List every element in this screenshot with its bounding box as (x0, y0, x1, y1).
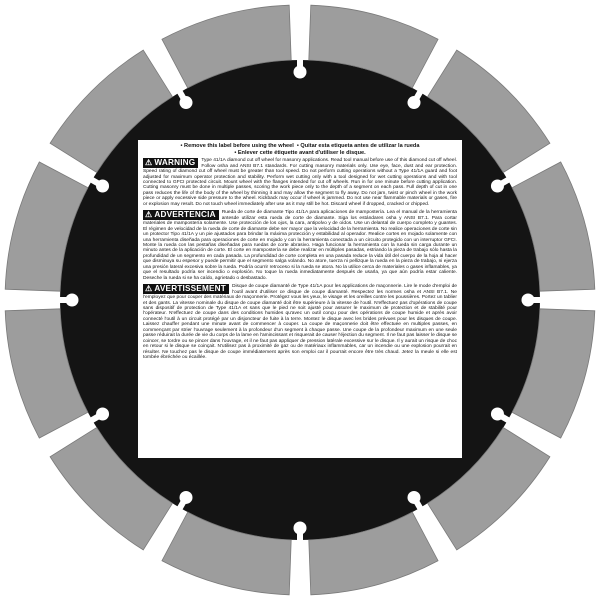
warning-triangle-icon: ⚠ (145, 284, 153, 294)
gullet-hole (294, 66, 307, 79)
gullet-hole (408, 491, 421, 504)
gullet-hole (408, 96, 421, 109)
header-remove-en: • Remove this label before using the wheel (180, 143, 294, 149)
warning-text-fr: Disque de coupe diamanté de Type 41/1A pour les applications de maçonnerie. Lire le mode d'emploi de l'outil avant d'utiliser ce disque de coupe diamanté. Respectez les normes osha et ANSI B7.1. Ne l'employez que pour couper des matériaux de maçonnerie. Protégez vous les yeux, le visage et les oreilles contre les poussières. Portez un tablier et des gants. La vitesse nominale du disque de coupe diamanté doit être supérieure à la vitesse de l'outil. N'effectuez pas d'opérations de coupe sans dispositif de protection de Type 41/1A et sans que le pied ne soit ajusté pour assurer le maximum de protection et de stabilité pour l'opérateur. N'effectuez de coupe dans des conditions humides qu'avec un outil conçu pour des opérations de coupe humide et après avoir connecté l'outil à un circuit protégé par un disjoncteur de fuite à la terre. Montez le disque avec les brides prévues pour les disques de coupe. Laissez chauffer pendant une minute avant de commencer à couper. La coupe de maçonnerie doit être effectuée en multiples passes, en commençant par strier l'ouvrage seulement à la profondeur d'un segment à chaque passe. Une coupe de la profondeur maximum en une seule passe réduirait la durée de vie du corps de la lame en l'amincissant et risquerait de causer l'éjection du segment. Il ne faut pas laisser le disque se coincer, se tordre ou se pincer dans l'ouvrage, et il ne faut pas appliquer de pression latérale excessive sur le disque. Il y aurait un risque de choc en retour si le disque se coinçait. N'utilisez pas à proximité de gaz ou de matériaux inflammables, car un incendie ou une explosion pourrait en résulter. Ne touchez pas le disque de coupe immédiatement après son emploi car il pourrait encore être très chaud. Jetez la meule si elle est tombée ébréchée ou écaillée. (143, 284, 457, 361)
warning-block-es (143, 210, 457, 281)
gullet-hole (491, 408, 504, 421)
gullet-hole (180, 491, 193, 504)
gullet-hole (96, 408, 109, 421)
gullet-hole (180, 96, 193, 109)
warning-triangle-icon: ⚠ (145, 158, 153, 168)
advertencia-badge (143, 210, 219, 220)
advertencia-badge-text: ADVERTENCIA (154, 210, 216, 220)
gullet-hole (522, 294, 535, 307)
header-remove-fr: • Enlever cette étiquette avant d'utiliser le disque. (234, 149, 366, 156)
gullet-hole (294, 522, 307, 535)
gullet-hole (66, 294, 79, 307)
warning-block-fr (143, 284, 457, 360)
warning-triangle-icon: ⚠ (145, 210, 153, 220)
gullet-hole (96, 180, 109, 193)
safety-label (138, 140, 462, 458)
label-header (143, 143, 457, 156)
avertissement-badge-text: AVERTISSEMENT (154, 284, 226, 294)
header-remove-es: • Quitar esta etiqueta antes de utilizar la rueda (296, 143, 420, 149)
warning-text-es: Rueda de corte de diamante Tipo 41/1A para aplicaciones de mampostería. Lea el manual de la herramienta antesde utilizar esta rueda de corte de diamante. Siga los estándares osha y ANSI B7.1. Para cortar materiales de mampostería solamente. Use protección de los ojos, la cara, antipolvo y de oídos. Use un delantal de cuerpo completo y guantes. El régimen de velocidad de la rueda de corte de diamante debe ser mayor que la velocidad de la herramienta. No realice operaciones de corte sin un protector Tipo 41/1A y un pie ajustados para brindar la máxima protección y estabilidad al operador. Realice cortes en mojado solamente con una herramienta diseñada para operaciones de corte en mojado y con la herramienta conectada a un circuito protegido con un interruptor GFCI. Monte la rueda con las pestañas diseñadas para ruedas de corte abrasivo. Haga funcionar la herramienta con la rueda sin carga durante un minuto antes de la aplicación de corte. El corte en mampostería se debe realizar en múltiples pasadas, estriando la pieza de trabajo sólo hasta la profundidad de un segmento en cada pasada. La profundidad de corte completa en una pasada reduce la vida útil del cuerpo de la hoja al hacer que disminuya su espesor y puede permitir que el segmento salga volando. No atore, tuerza ni pellizque la rueda en la pieza de trabajo, ni ejerza una presión lateral excesiva sobre la rueda. Podría ocurrir retroceso si la rueda se atora. No la utilice cerca de materiales o gases inflamables, ya que el resultado podría ser incendio o explosión. No toque la rueda inmediatamente después de usarla, ya que aún podría estar caliente. Deseche la rueda si se ha caído, agrietado o desbastado. (143, 210, 457, 281)
warning-block-en (143, 158, 457, 207)
gullet-hole (491, 180, 504, 193)
warning-badge-text: WARNING (154, 158, 196, 168)
avertissement-badge (143, 284, 229, 294)
warning-badge (143, 158, 198, 168)
warning-text-en: Type 41/1A diamond cut off wheel for masonry applications. Read tool manual before use of this diamond cut off wheel. Follow osha and ANSI B7.1 standards. For cutting masonry materials only. Use eye, face, dust and ear protection. Speed rating of diamond cut off wheel must be greater than tool speed. Do not perform cutting operations without a Type 41/1A guard and foot adjusted for maximum operator protection and stability. Perform wet cutting only with a tool designed for wet cutting operations and with tool connected to GFCI protected circuit. Mount wheel with the flanges intended for cut off wheels. Run in for one minute before cutting application. Cutting masonry must be done in multiple passes, scoring the work piece only to the depth of a segment on each pass. Full depth of cut in one pass reduces the life of the body of the wheel by thinning it and may allow the segment to fly away. Do not jam, twist or pinch wheel in the work piece or apply excessive side pressure to the wheel. Kickback may occur if wheel is jammed. Do not use near flammable materials or gases, fire or explosion may result. Do not touch wheel immediately after use as it may still be hot. Discard wheel if dropped, cracked or chipped. (143, 158, 457, 207)
